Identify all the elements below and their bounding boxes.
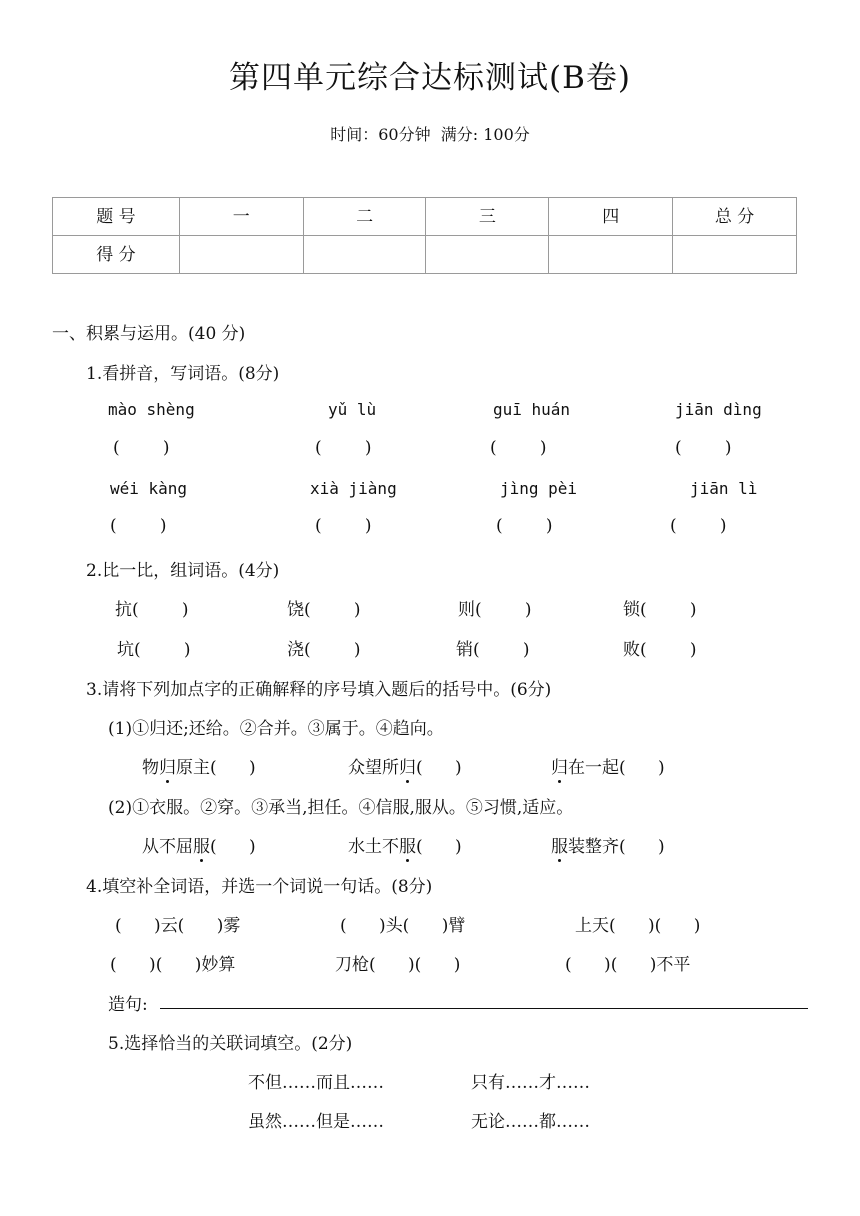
pinyin-2: yǔ lù <box>328 400 377 419</box>
answer-blank-3[interactable]: ( ) <box>490 438 547 458</box>
header-cell-3: 三 <box>426 198 549 236</box>
compare-item-5[interactable]: 坑( ) <box>117 640 191 660</box>
question-4-label: 4.填空补全词语，并选一个词说一句话。(8分) <box>86 877 433 897</box>
score-input-2[interactable] <box>303 236 426 274</box>
score-table-score-row <box>53 236 797 274</box>
dotted-word-item[interactable]: 众望所归( ) <box>348 753 462 778</box>
header-cell-1: 一 <box>179 198 303 236</box>
question-2-label: 2.比一比，组词语。(4分) <box>86 561 280 581</box>
answer-blank-1[interactable]: ( ) <box>113 438 170 458</box>
compare-item-3[interactable]: 则( ) <box>458 600 532 620</box>
compare-item-7[interactable]: 销( ) <box>456 640 530 660</box>
compare-item-2[interactable]: 饶( ) <box>287 600 361 620</box>
dotted-word-item[interactable]: 水土不服( ) <box>348 832 462 857</box>
pinyin-1: mào shèng <box>108 400 195 419</box>
dotted-word-item[interactable]: 服装整齐( ) <box>551 832 665 857</box>
answer-blank-6[interactable]: ( ) <box>315 516 372 536</box>
compare-item-6[interactable]: 浇( ) <box>287 640 361 660</box>
compare-item-8[interactable]: 败( ) <box>623 640 697 660</box>
answer-blank-5[interactable]: ( ) <box>110 516 167 536</box>
question-3-label: 3.请将下列加点字的正确解释的序号填入题后的括号中。(6分) <box>86 680 552 700</box>
idiom-item-2[interactable]: ( )头( )臂 <box>340 916 466 936</box>
question-1-label: 1.看拼音，写词语。(8分) <box>86 364 280 384</box>
answer-blank-7[interactable]: ( ) <box>496 516 553 536</box>
idiom-item-6[interactable]: ( )( )不平 <box>565 955 691 975</box>
time-score-info: 时间：60分钟 满分: 100分 <box>330 125 530 144</box>
pinyin-3: guī huán <box>493 400 571 419</box>
compare-item-4[interactable]: 锁( ) <box>623 600 697 620</box>
score-input-3[interactable] <box>426 236 549 274</box>
header-cell-4: 四 <box>549 198 673 236</box>
header-cell-question-no: 题 号 <box>53 198 180 236</box>
header-cell-total: 总 分 <box>673 198 797 236</box>
answer-blank-4[interactable]: ( ) <box>675 438 732 458</box>
sentence-answer-line[interactable] <box>160 1008 808 1009</box>
idiom-item-4[interactable]: ( )( )妙算 <box>110 955 236 975</box>
page-title: 第四单元综合达标测试(B卷) <box>229 60 631 96</box>
idiom-item-5[interactable]: 刀枪( )( ) <box>335 955 461 975</box>
conjunction-option-4: 无论……都…… <box>471 1112 590 1132</box>
dotted-word-item[interactable]: 从不屈服( ) <box>142 832 256 857</box>
definitions-2: (2)①衣服。②穿。③承当,担任。④信服,服从。⑤习惯,适应。 <box>108 798 574 818</box>
score-table <box>52 197 797 274</box>
score-input-1[interactable] <box>179 236 303 274</box>
pinyin-8: jiān lì <box>690 479 758 498</box>
compare-item-1[interactable]: 抗( ) <box>115 600 189 620</box>
answer-blank-2[interactable]: ( ) <box>315 438 372 458</box>
definitions-1: (1)①归还;还给。②合并。③属于。④趋向。 <box>108 719 444 739</box>
conjunction-option-2: 只有……才…… <box>471 1073 590 1093</box>
score-input-total[interactable] <box>673 236 797 274</box>
idiom-item-3[interactable]: 上天( )( ) <box>575 916 701 936</box>
question-5-label: 5.选择恰当的关联词填空。(2分) <box>108 1034 353 1054</box>
conjunction-option-3: 虽然……但是…… <box>248 1112 384 1132</box>
pinyin-4: jiān dìng <box>675 400 762 419</box>
sentence-label: 造句: <box>108 995 148 1015</box>
section-heading: 一、积累与运用。(40 分) <box>52 324 246 344</box>
score-input-4[interactable] <box>549 236 673 274</box>
score-table-header-row <box>53 198 797 236</box>
header-cell-2: 二 <box>303 198 426 236</box>
score-row-label: 得 分 <box>53 236 180 274</box>
conjunction-option-1: 不但……而且…… <box>248 1073 384 1093</box>
dotted-word-item[interactable]: 归在一起( ) <box>551 753 665 778</box>
dotted-word-item[interactable]: 物归原主( ) <box>142 753 256 778</box>
pinyin-6: xià jiàng <box>310 479 397 498</box>
idiom-item-1[interactable]: ( )云( )雾 <box>115 916 241 936</box>
pinyin-7: jìng pèi <box>500 479 578 498</box>
pinyin-5: wéi kàng <box>110 479 188 498</box>
answer-blank-8[interactable]: ( ) <box>670 516 727 536</box>
